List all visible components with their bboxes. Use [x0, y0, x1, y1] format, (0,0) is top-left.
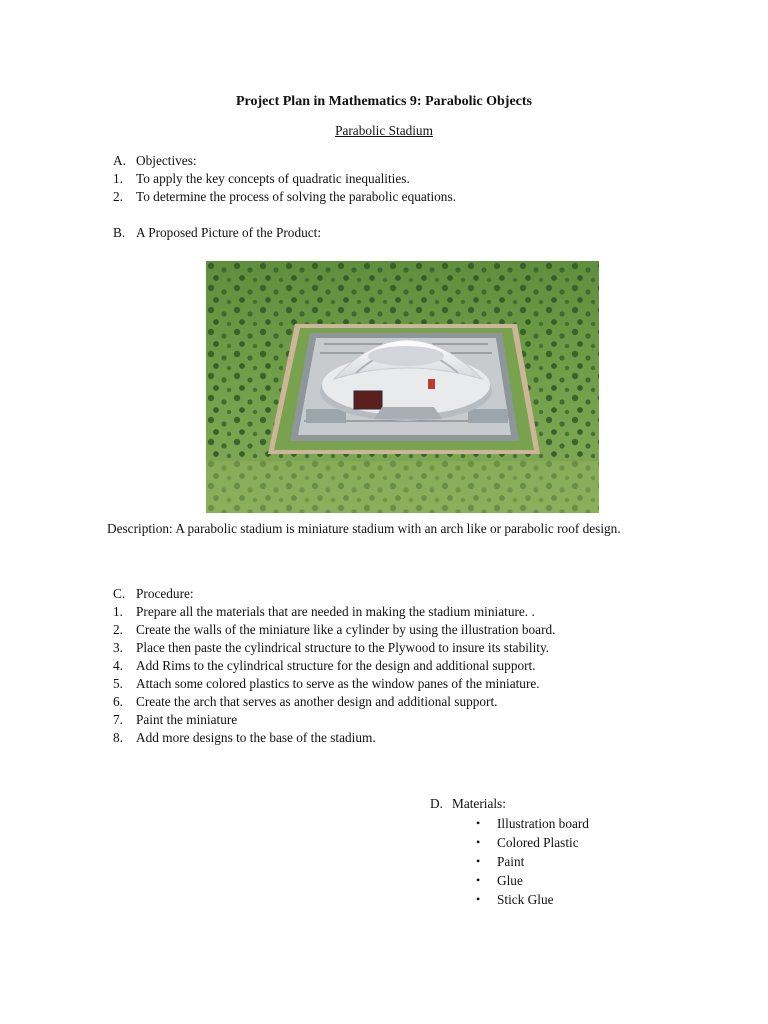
section-d-title: Materials:	[452, 796, 506, 811]
list-text: Prepare all the materials that are needed in making the stadium miniature. .	[136, 604, 535, 619]
list-text: Illustration board	[497, 816, 589, 831]
stadium-image	[206, 261, 599, 513]
list-number: 6.	[113, 694, 123, 709]
page-title: Project Plan in Mathematics 9: Parabolic Objects	[235, 94, 532, 109]
section-b-marker: B.	[113, 225, 126, 240]
image-description: Description: A parabolic stadium is miniature stadium with an arch like or parabolic roof design.	[107, 521, 621, 536]
section-d-marker: D.	[430, 796, 443, 811]
list-number: 7.	[113, 712, 123, 727]
section-a-marker: A.	[113, 153, 126, 168]
list-text: Glue	[497, 873, 523, 888]
list-text: To determine the process of solving the parabolic equations.	[136, 189, 456, 204]
list-number: 2.	[113, 189, 123, 204]
list-number: 4.	[113, 658, 123, 673]
bullet-icon: •	[476, 892, 481, 906]
section-a-title: Objectives:	[136, 153, 197, 168]
list-number: 1.	[113, 171, 123, 186]
list-number: 1.	[113, 604, 123, 619]
section-c-title: Procedure:	[136, 586, 194, 601]
list-number: 8.	[113, 730, 123, 745]
list-number: 2.	[113, 622, 123, 637]
section-b-title: A Proposed Picture of the Product:	[136, 225, 322, 240]
bullet-icon: •	[476, 873, 481, 887]
page-subtitle	[0, 122, 768, 140]
list-text: To apply the key concepts of quadratic inequalities.	[136, 171, 410, 186]
bullet-icon: •	[476, 854, 481, 868]
list-text: Paint	[497, 854, 525, 869]
list-text: Colored Plastic	[497, 835, 579, 850]
list-text: Create the walls of the miniature like a cylinder by using the illustration board.	[136, 622, 556, 637]
list-text: Place then paste the cylindrical structure to the Plywood to insure its stability.	[136, 640, 550, 655]
subtitle-text: Parabolic Stadium	[335, 123, 433, 138]
bullet-icon: •	[476, 835, 481, 849]
list-text: Attach some colored plastics to serve as the window panes of the miniature.	[136, 676, 540, 691]
list-text: Create the arch that serves as another design and additional support.	[136, 694, 498, 709]
list-text: Add Rims to the cylindrical structure for the design and additional support.	[136, 658, 536, 673]
list-number: 3.	[113, 640, 123, 655]
bullet-icon: •	[476, 816, 481, 830]
list-number: 5.	[113, 676, 123, 691]
section-c-marker: C.	[113, 586, 126, 601]
list-text: Add more designs to the base of the stadium.	[136, 730, 376, 745]
list-text: Stick Glue	[497, 892, 554, 907]
list-text: Paint the miniature	[136, 712, 238, 727]
